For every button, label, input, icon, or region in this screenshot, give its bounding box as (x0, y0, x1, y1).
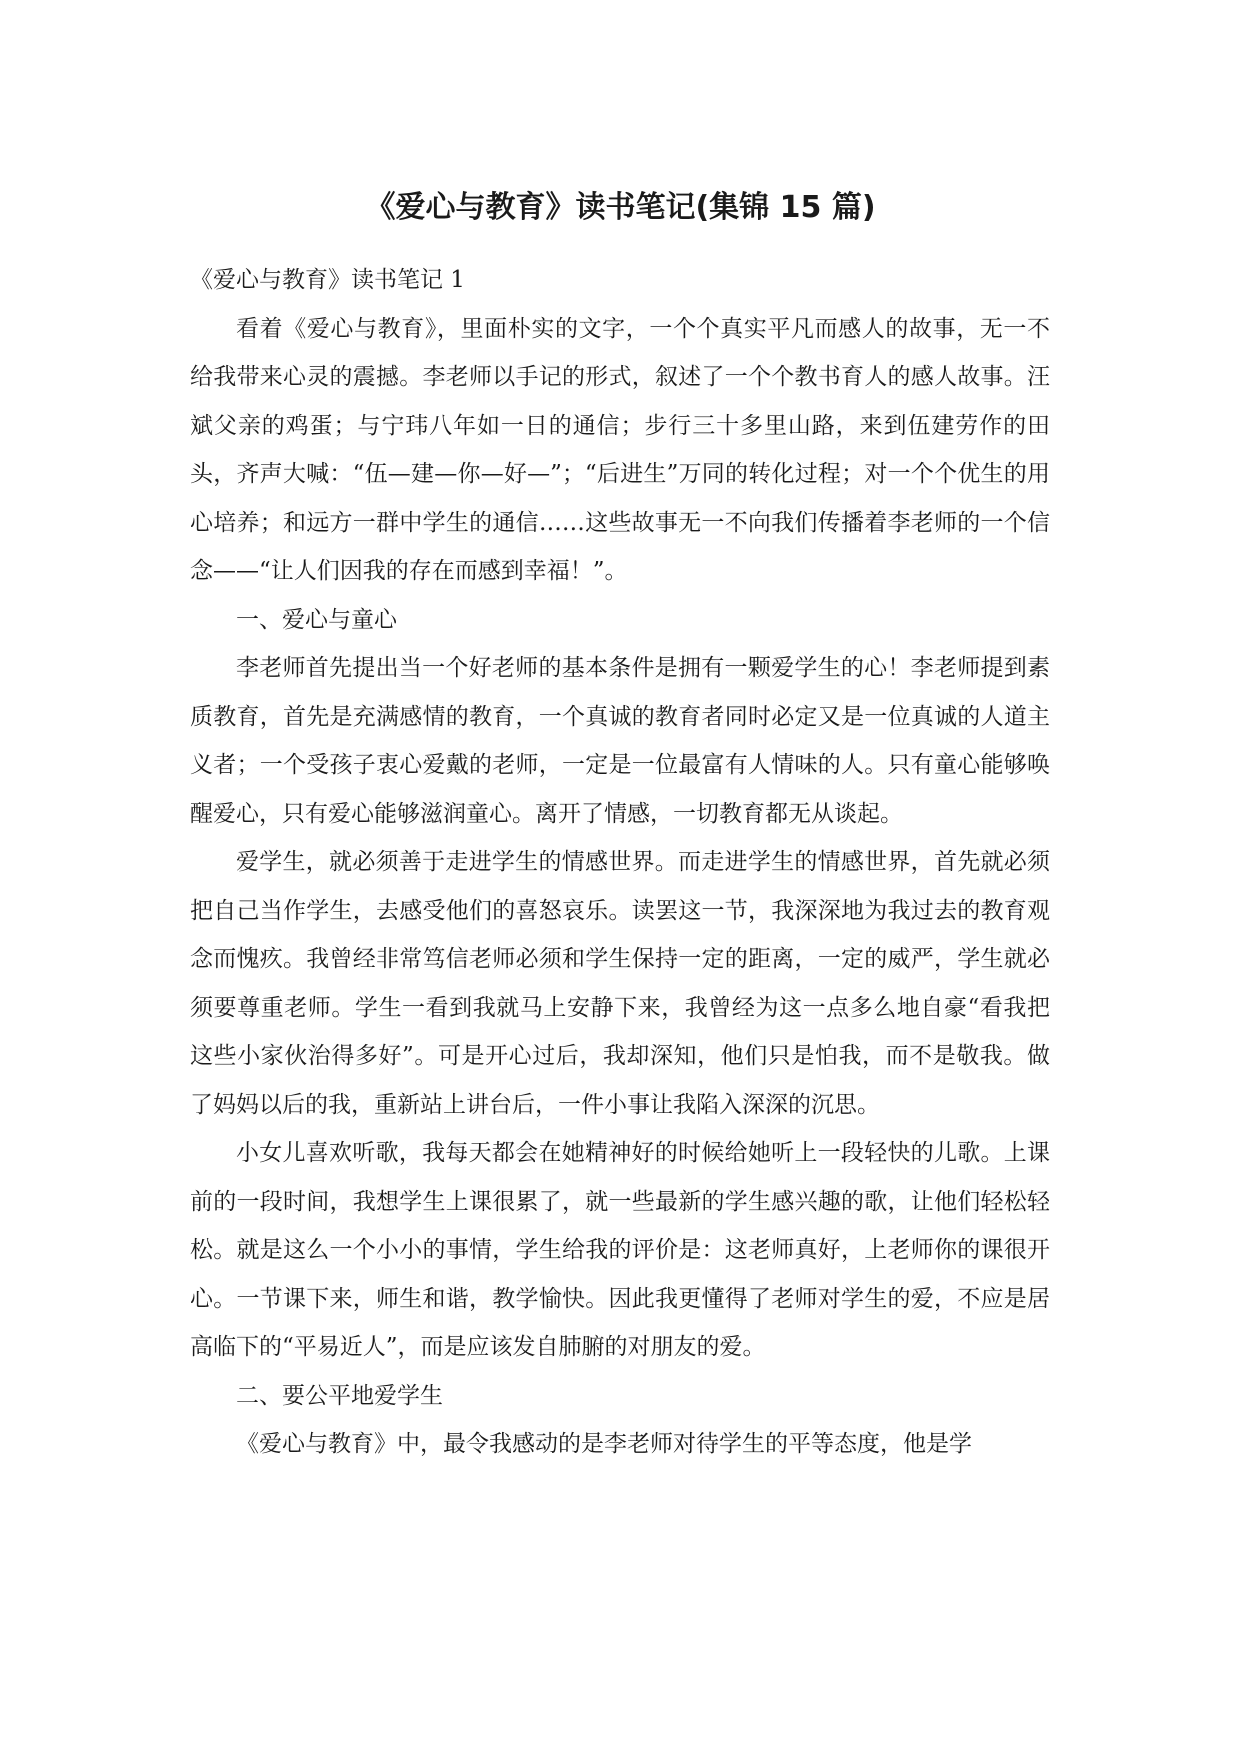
essay-heading: 《爱心与教育》读书笔记 1 (190, 267, 465, 293)
document-body (190, 256, 1050, 1469)
body-paragraph: 李老师首先提出当一个好老师的基本条件是拥有一颗爱学生的心！李老师提到素质教育，首先是充满感情的教育，一个真诚的教育者同时必定又是一位真诚的人道主义者；一个受孩子衷心爱戴的老师，一定是一位最富有人情味的人。只有童心能够唤醒爱心，只有爱心能够滋润童心。离开了情感，一切教育都无从谈起。 (190, 655, 1050, 827)
body-paragraph: 看着《爱心与教育》，里面朴实的文字，一个个真实平凡而感人的故事，无一不给我带来心灵的震撼。李老师以手记的形式，叙述了一个个教书育人的感人故事。汪斌父亲的鸡蛋；与宁玮八年如一日的通信；步行三十多里山路，来到伍建劳作的田头，齐声大喊：“伍—建—你—好—”；“后进生”万同的转化过程；对一个个优生的用心培养；和远方一群中学生的通信……这些故事无一不向我们传播着李老师的一个信念——“让人们因我的存在而感到幸福！”。 (190, 315, 1050, 584)
body-paragraph: 小女儿喜欢听歌，我每天都会在她精神好的时候给她听上一段轻快的儿歌。上课前的一段时间，我想学生上课很累了，就一些最新的学生感兴趣的歌，让他们轻松轻松。就是这么一个小小的事情，学生给我的评价是：这老师真好，上老师你的课很开心。一节课下来，师生和谐，教学愉快。因此我更懂得了老师对学生的爱，不应是居高临下的“平易近人”，而是应该发自肺腑的对朋友的爱。 (190, 1140, 1050, 1360)
document-title: 《爱心与教育》读书笔记(集锦 15 篇) (365, 190, 876, 225)
body-paragraph: 爱学生，就必须善于走进学生的情感世界。而走进学生的情感世界，首先就必须把自己当作学生，去感受他们的喜怒哀乐。读罢这一节，我深深地为我过去的教育观念而愧疚。我曾经非常笃信老师必须和学生保持一定的距离，一定的威严，学生就必须要尊重老师。学生一看到我就马上安静下来，我曾经为这一点多么地自豪“看我把这些小家伙治得多好”。可是开心过后，我却深知，他们只是怕我，而不是敬我。做了妈妈以后的我，重新站上讲台后，一件小事让我陷入深深的沉思。 (190, 849, 1050, 1118)
section-heading: 一、爱心与童心 (236, 606, 397, 633)
section-heading: 二、要公平地爱学生 (236, 1382, 443, 1409)
body-paragraph: 《爱心与教育》中，最令我感动的是李老师对待学生的平等态度，他是学 (236, 1431, 972, 1457)
